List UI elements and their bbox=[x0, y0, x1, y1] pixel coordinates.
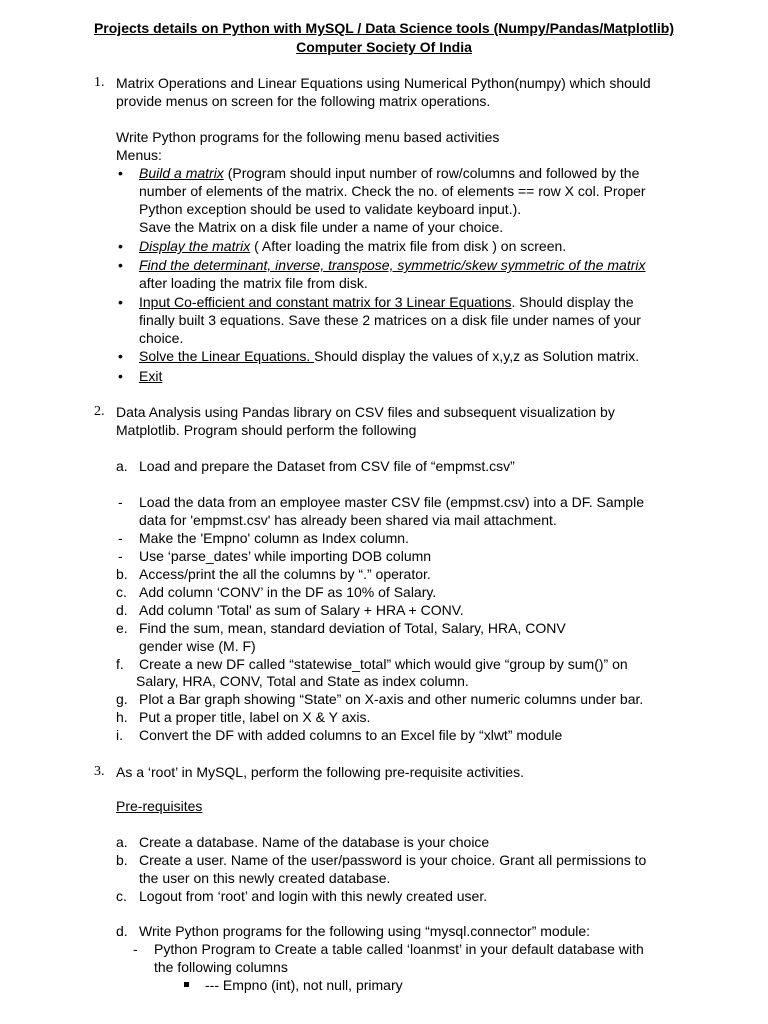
s2-dash-1-line-1: Load the data from an employee master CSV file (empmst.csv) into a DF. Sample bbox=[139, 494, 644, 510]
section-1-number: 1. bbox=[94, 75, 105, 90]
s2-item-i-marker: i. bbox=[116, 727, 123, 743]
s2-item-e-line-2: gender wise (M. F) bbox=[139, 638, 256, 654]
bullet-icon: • bbox=[118, 294, 123, 310]
menu-build-matrix bbox=[139, 164, 639, 182]
menu-input-coefficients-link: Input Co-efficient and constant matrix for 3 Linear Equations bbox=[139, 294, 512, 310]
s2-intro-line-2: Matplotlib. Program should perform the following bbox=[116, 422, 417, 438]
s2-item-h: Put a proper title, label on X & Y axis. bbox=[139, 709, 371, 725]
bullet-icon: • bbox=[118, 368, 123, 384]
dash-marker: - bbox=[118, 530, 123, 546]
s2-item-d: Add column 'Total' as sum of Salary + HRA + CONV. bbox=[139, 602, 464, 618]
s2-item-f-line-2: Salary, HRA, CONV, Total and State as index column. bbox=[136, 673, 469, 689]
s2-item-c: Add column ‘CONV’ in the DF as 10% of Salary. bbox=[139, 584, 437, 600]
menu-solve-equations-text: Should display the values of x,y,z as Solution matrix. bbox=[314, 348, 640, 364]
menu-solve-equations-link: Solve the Linear Equations. bbox=[139, 348, 315, 364]
dash-marker: - bbox=[118, 494, 123, 510]
s1-intro-line-1: Matrix Operations and Linear Equations using Numerical Python(numpy) which should bbox=[116, 75, 651, 91]
bullet-icon: • bbox=[118, 165, 123, 181]
s3-item-b-marker: b. bbox=[116, 852, 128, 868]
s2-item-f-line-1: Create a new DF called “statewise_total” which would give “group by sum()” on bbox=[139, 656, 628, 672]
s1-menus-label: Menus: bbox=[116, 147, 162, 163]
s2-dash-3: Use ‘parse_dates’ while importing DOB column bbox=[139, 548, 432, 564]
s2-item-a-marker: a. bbox=[116, 458, 128, 474]
s3-sub-line-2: the following columns bbox=[154, 959, 288, 975]
s2-item-c-marker: c. bbox=[116, 584, 127, 600]
section-3-number: 3. bbox=[94, 764, 105, 779]
dash-marker: - bbox=[133, 941, 138, 957]
menu-build-matrix-line-2: number of elements of the matrix. Check the no. of elements == row X col. Proper bbox=[139, 183, 646, 199]
s3-item-b-line-2: the user on this newly created database. bbox=[139, 870, 391, 886]
s2-item-g: Plot a Bar graph showing “State” on X-axis and other numeric columns under bar. bbox=[139, 691, 644, 707]
menu-build-matrix-text: (Program should input number of row/columns and followed by the bbox=[223, 165, 640, 181]
bullet-icon: • bbox=[118, 238, 123, 254]
s3-item-b-line-1: Create a user. Name of the user/password is your choice. Grant all permissions to bbox=[139, 852, 647, 868]
s2-item-e-line-1: Find the sum, mean, standard deviation of Total, Salary, HRA, CONV bbox=[139, 620, 566, 636]
menu-build-matrix-link: Build a matrix bbox=[139, 165, 224, 181]
s2-item-h-marker: h. bbox=[116, 709, 128, 725]
s3-item-c: Logout from ‘root’ and login with this newly created user. bbox=[139, 888, 488, 904]
square-bullet-icon bbox=[184, 982, 189, 987]
document-title: Projects details on Python with MySQL / Data Science tools (Numpy/Pandas/Matplotlib) bbox=[93, 20, 675, 36]
menu-display-matrix-text: ( After loading the matrix file from disk ) on screen. bbox=[250, 238, 567, 254]
menu-input-coefficients-line-2: finally built 3 equations. Save these 2 matrices on a disk file under names of your bbox=[139, 312, 641, 328]
menu-exit: Exit bbox=[139, 368, 163, 384]
s2-dash-1-line-2: data for 'empmst.csv' has already been shared via mail attachment. bbox=[139, 512, 557, 528]
bullet-icon: • bbox=[118, 257, 123, 273]
s2-intro-line-1: Data Analysis using Pandas library on CSV files and subsequent visualization by bbox=[116, 404, 615, 420]
s2-item-d-marker: d. bbox=[116, 602, 128, 618]
s3-item-a-marker: a. bbox=[116, 834, 128, 850]
s3-item-c-marker: c. bbox=[116, 888, 127, 904]
s2-item-g-marker: g. bbox=[116, 691, 128, 707]
menu-input-coefficients-text: . Should display the bbox=[511, 294, 634, 310]
dash-marker: - bbox=[118, 548, 123, 564]
menu-display-matrix bbox=[139, 237, 566, 255]
s3-intro: As a ‘root’ in MySQL, perform the following pre-requisite activities. bbox=[116, 764, 524, 780]
s2-item-f-marker: f. bbox=[116, 656, 124, 672]
s3-item-d: Write Python programs for the following using “mysql.connector” module: bbox=[139, 923, 591, 939]
s1-intro-line-2: provide menus on screen for the following matrix operations. bbox=[116, 93, 491, 109]
menu-display-matrix-link: Display the matrix bbox=[139, 238, 251, 254]
menu-input-coefficients-line-3: choice. bbox=[139, 330, 184, 346]
menu-input-coefficients bbox=[139, 293, 634, 311]
menu-find-determinant-line-2: after loading the matrix file from disk. bbox=[139, 275, 368, 291]
s3-prerequisites-heading: Pre-requisites bbox=[116, 798, 203, 814]
s3-item-a: Create a database. Name of the database is your choice bbox=[139, 834, 490, 850]
bullet-icon: • bbox=[118, 348, 123, 364]
section-2-number: 2. bbox=[94, 404, 105, 419]
s2-item-a: Load and prepare the Dataset from CSV file of “empmst.csv” bbox=[139, 458, 515, 474]
s1-write-line: Write Python programs for the following menu based activities bbox=[116, 129, 500, 145]
menu-build-matrix-line-4: Save the Matrix on a disk file under a name of your choice. bbox=[139, 219, 504, 235]
s3-sub-line-1: Python Program to Create a table called ‘loanmst’ in your default database with bbox=[154, 941, 644, 957]
s3-column-empno: --- Empno (int), not null, primary bbox=[205, 977, 403, 993]
s2-dash-2: Make the 'Empno' column as Index column. bbox=[139, 530, 409, 546]
s2-item-b: Access/print the all the columns by “.” operator. bbox=[139, 566, 431, 582]
s2-item-b-marker: b. bbox=[116, 566, 128, 582]
document-subtitle: Computer Society Of India bbox=[296, 39, 472, 55]
s2-item-i: Convert the DF with added columns to an Excel file by “xlwt” module bbox=[139, 727, 563, 743]
menu-build-matrix-line-3: Python exception should be used to validate keyboard input.). bbox=[139, 201, 522, 217]
menu-solve-equations bbox=[139, 347, 639, 365]
menu-find-determinant: Find the determinant, inverse, transpose, symmetric/skew symmetric of the matrix bbox=[139, 257, 646, 273]
s2-item-e-marker: e. bbox=[116, 620, 128, 636]
s3-item-d-marker: d. bbox=[116, 923, 128, 939]
